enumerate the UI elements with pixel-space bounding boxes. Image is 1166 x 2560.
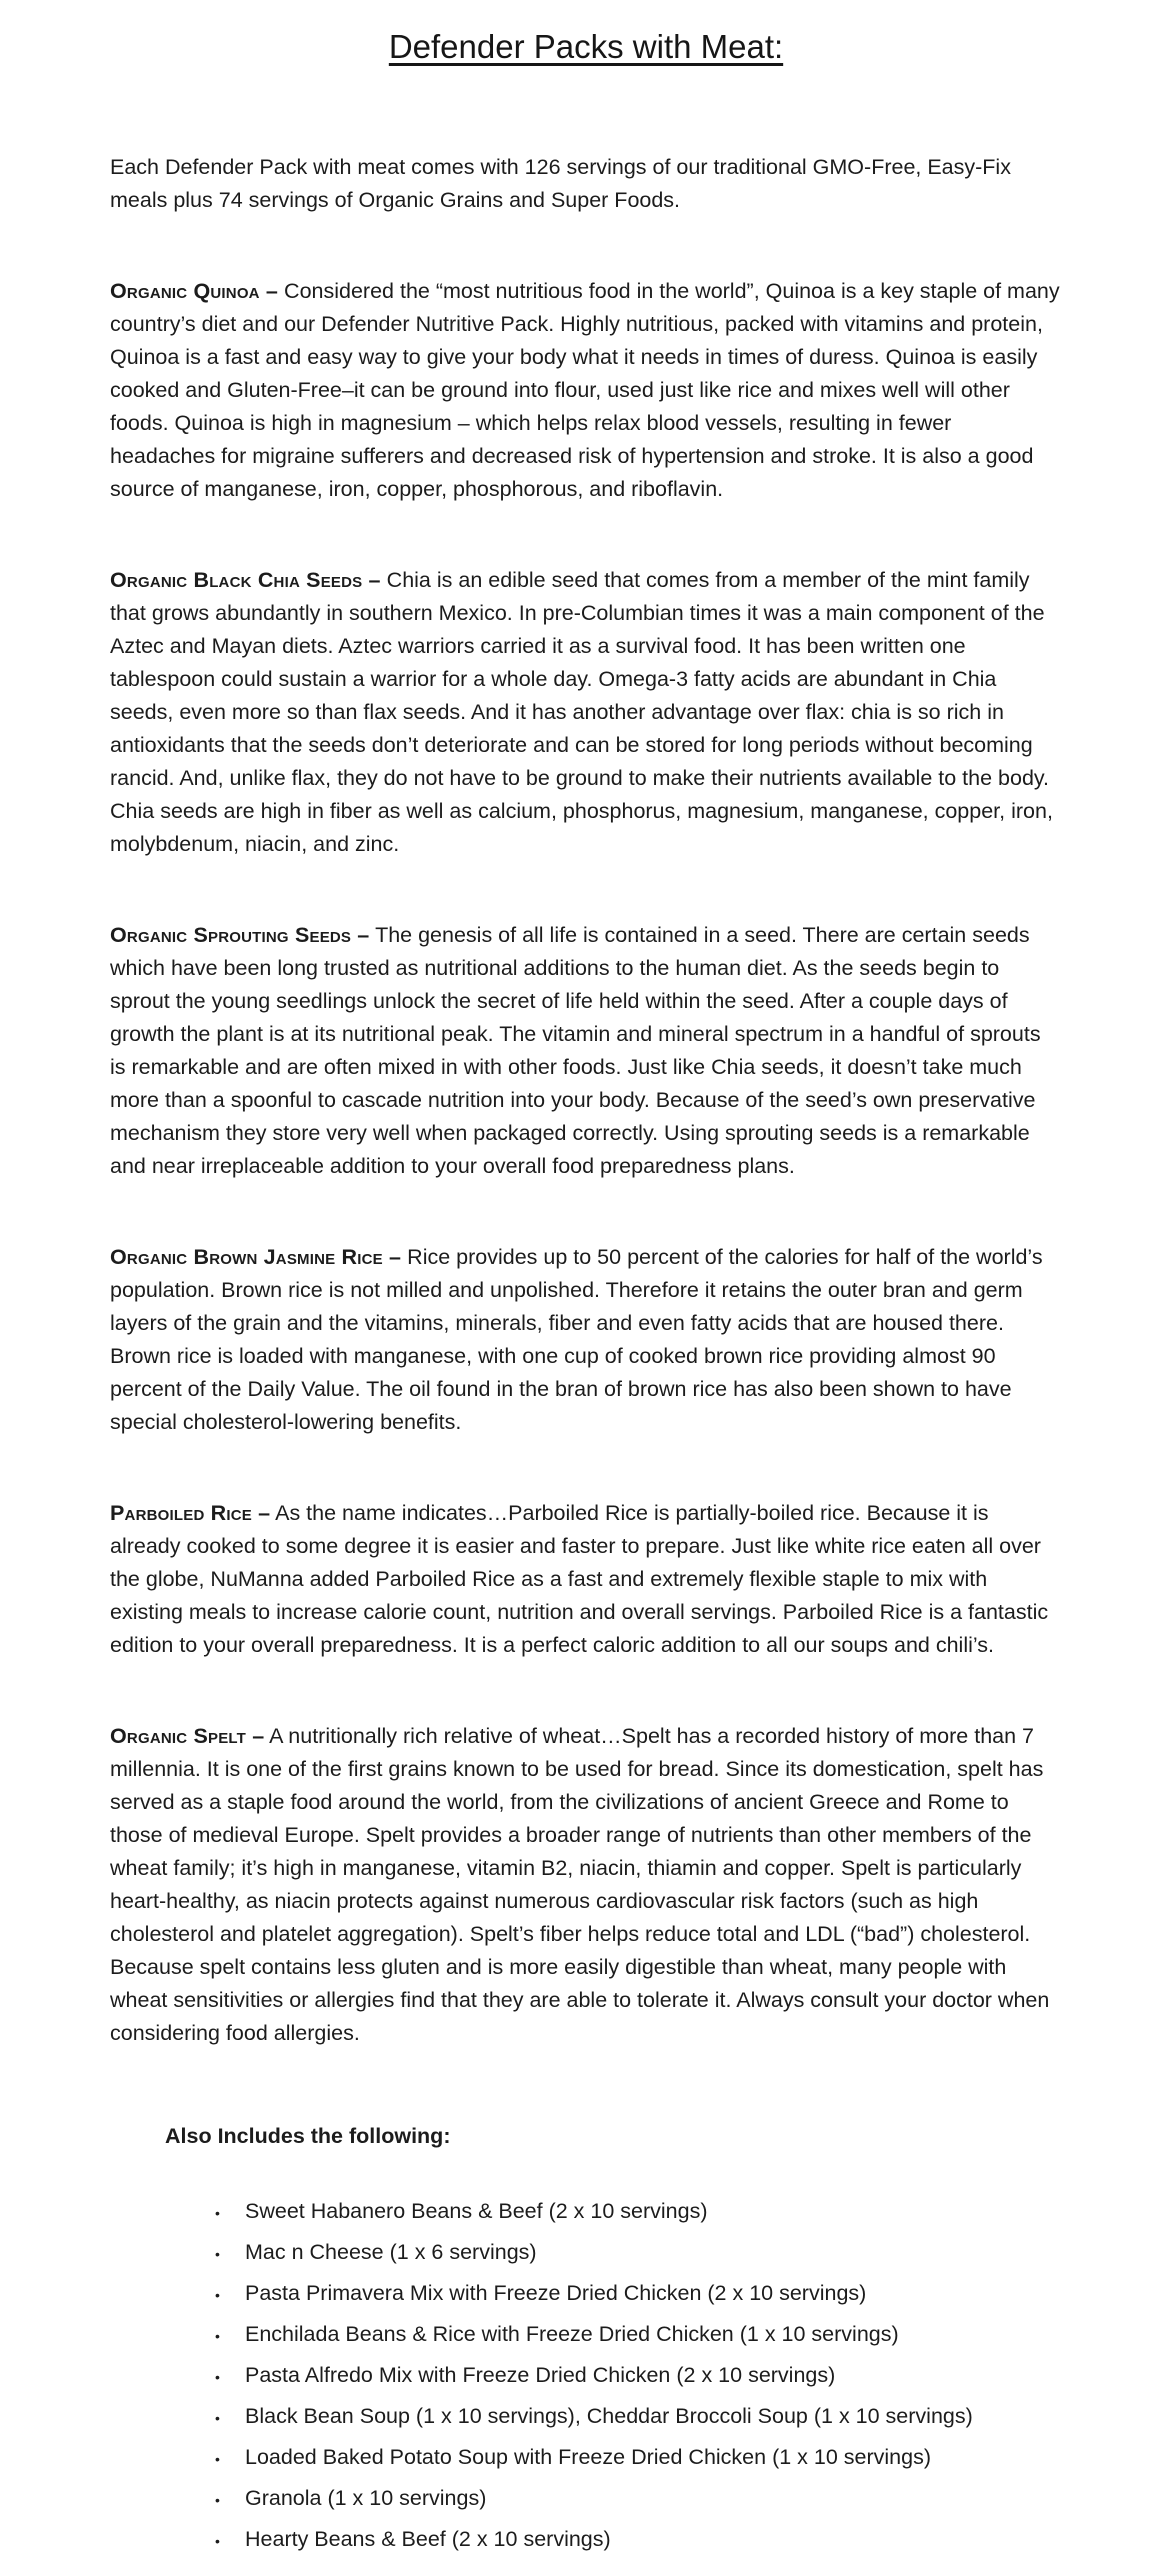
page-title: Defender Packs with Meat: <box>388 28 784 65</box>
list-item <box>215 2359 1062 2393</box>
list-item-text: Hearty Beans & Beef (2 x 10 servings) <box>245 2527 611 2551</box>
section-heading-organic-sprouting-seeds: Organic Sprouting Seeds – <box>110 923 370 947</box>
bullet-icon: • <box>215 2451 220 2467</box>
list-item-text: Sweet Habanero Beans & Beef (2 x 10 servings) <box>245 2199 708 2223</box>
list-item <box>215 2277 1062 2311</box>
section-organic-quinoa <box>110 275 1062 506</box>
list-item-text: Mac n Cheese (1 x 6 servings) <box>245 2240 537 2264</box>
section-text-organic-brown-jasmine-rice: Rice provides up to 50 percent of the calories for half of the world’s population. Brown rice is not milled and unpolished. Therefore it retains the outer bran and germ layers of the grain and the vitamins, minerals, fiber and even fatty acids that are housed there. Brown rice is loaded with manganese, with one cup of cooked brown rice providing almost 90 percent of the Daily Value. The oil found in the bran of brown rice has also been shown to have special cholesterol-lowering benefits. <box>110 1245 1043 1434</box>
bullet-icon: • <box>215 2533 220 2549</box>
section-organic-black-chia-seeds <box>110 564 1062 861</box>
section-heading-organic-black-chia-seeds: Organic Black Chia Seeds – <box>110 568 381 592</box>
bullet-icon: • <box>215 2328 220 2344</box>
bullet-icon: • <box>215 2287 220 2303</box>
section-heading-organic-brown-jasmine-rice: Organic Brown Jasmine Rice – <box>110 1245 402 1269</box>
section-text-parboiled-rice: As the name indicates…Parboiled Rice is partially-boiled rice. Because it is already cooked to some degree it is easier and faster to prepare. Just like white rice eaten all over the globe, NuManna added Parboiled Rice as a fast and extremely flexible staple to mix with existing meals to increase calorie count, nutrition and overall servings. Parboiled Rice is a fantastic edition to your overall preparedness. It is a perfect caloric addition to all our soups and chili’s. <box>110 1501 1049 1657</box>
bullet-icon: • <box>215 2410 220 2426</box>
list-item <box>215 2400 1062 2434</box>
section-text-organic-black-chia-seeds: Chia is an edible seed that comes from a member of the mint family that grows abundantly in southern Mexico. In pre-Columbian times it was a main component of the Aztec and Mayan diets. Aztec warriors carried it as a survival food. It has been written one tablespoon could sustain a warrior for a whole day. Omega-3 fatty acids are abundant in Chia seeds, even more so than flax seeds. And it has another advantage over flax: chia is so rich in antioxidants that the seeds don’t deteriorate and can be stored for long periods without becoming rancid. And, unlike flax, they do not have to be ground to make their nutrients available to the body. Chia seeds are high in fiber as well as calcium, phosphorus, magnesium, manganese, copper, iron, molybdenum, niacin, and zinc. <box>110 568 1053 856</box>
list-item-text: Loaded Baked Potato Soup with Freeze Dried Chicken (1 x 10 servings) <box>245 2445 931 2469</box>
included-items-list <box>110 2195 1062 2557</box>
bullet-icon: • <box>215 2369 220 2385</box>
list-item-text: Enchilada Beans & Rice with Freeze Dried Chicken (1 x 10 servings) <box>245 2322 899 2346</box>
list-item <box>215 2236 1062 2270</box>
section-heading-organic-spelt: Organic Spelt – <box>110 1724 265 1748</box>
list-item <box>215 2523 1062 2557</box>
section-parboiled-rice <box>110 1497 1062 1662</box>
section-text-organic-sprouting-seeds: The genesis of all life is contained in a seed. There are certain seeds which have been long trusted as nutritional additions to the human diet. As the seeds begin to sprout the young seedlings unlock the secret of life held within the seed. After a couple days of growth the plant is at its nutritional peak. The vitamin and mineral spectrum in a handful of sprouts is remarkable and are often mixed in with other foods. Just like Chia seeds, it doesn’t take much more than a spoonful to cascade nutrition into your body. Because of the seed’s own preservative mechanism they store very well when packaged correctly. Using sprouting seeds is a remarkable and near irreplaceable addition to your overall food preparedness plans. <box>110 923 1041 1178</box>
bullet-icon: • <box>215 2246 220 2262</box>
section-text-organic-spelt: A nutritionally rich relative of wheat…Spelt has a recorded history of more than 7 millennia. It is one of the first grains known to be used for bread. Since its domestication, spelt has served as a staple food around the world, from the civilizations of ancient Greece and Rome to those of medieval Europe. Spelt provides a broader range of nutrients than other members of the wheat family; it’s high in manganese, vitamin B2, niacin, thiamin and copper. Spelt is particularly heart-healthy, as niacin protects against numerous cardiovascular risk factors (such as high cholesterol and platelet aggregation). Spelt’s fiber helps reduce total and LDL (“bad”) cholesterol. Because spelt contains less gluten and is more easily digestible than wheat, many people with wheat sensitivities or allergies find that they are able to tolerate it. Always consult your doctor when considering food allergies. <box>110 1724 1050 2045</box>
section-organic-brown-jasmine-rice <box>110 1241 1062 1439</box>
bullet-icon: • <box>215 2205 220 2221</box>
list-item-text: Black Bean Soup (1 x 10 servings), Cheddar Broccoli Soup (1 x 10 servings) <box>245 2404 973 2428</box>
list-item-text: Granola (1 x 10 servings) <box>245 2486 487 2510</box>
section-organic-spelt <box>110 1720 1062 2050</box>
bullet-icon: • <box>215 2492 220 2508</box>
section-text-organic-quinoa: Considered the “most nutritious food in the world”, Quinoa is a key staple of many country’s diet and our Defender Nutritive Pack. Highly nutritious, packed with vitamins and protein, Quinoa is a fast and easy way to give your body what it needs in times of duress. Quinoa is easily cooked and Gluten-Free–it can be ground into flour, used just like rice and mixes well will other foods. Quinoa is high in magnesium – which helps relax blood vessels, resulting in fewer headaches for migraine sufferers and decreased risk of hypertension and stroke. It is also a good source of manganese, iron, copper, phosphorous, and riboflavin. <box>110 279 1060 501</box>
list-item <box>215 2318 1062 2352</box>
list-item-text: Pasta Alfredo Mix with Freeze Dried Chicken (2 x 10 servings) <box>245 2363 836 2387</box>
list-item <box>215 2441 1062 2475</box>
also-includes-label: Also Includes the following: <box>165 2124 451 2148</box>
list-item-text: Pasta Primavera Mix with Freeze Dried Chicken (2 x 10 servings) <box>245 2281 867 2305</box>
section-heading-organic-quinoa: Organic Quinoa – <box>110 279 279 303</box>
list-item <box>215 2195 1062 2229</box>
list-item <box>215 2482 1062 2516</box>
section-organic-sprouting-seeds <box>110 919 1062 1183</box>
intro-paragraph: Each Defender Pack with meat comes with 126 servings of our traditional GMO-Free, Easy-Fix meals plus 74 servings of Organic Grains and Super Foods. <box>110 155 1011 212</box>
section-heading-parboiled-rice: Parboiled Rice – <box>110 1501 271 1525</box>
